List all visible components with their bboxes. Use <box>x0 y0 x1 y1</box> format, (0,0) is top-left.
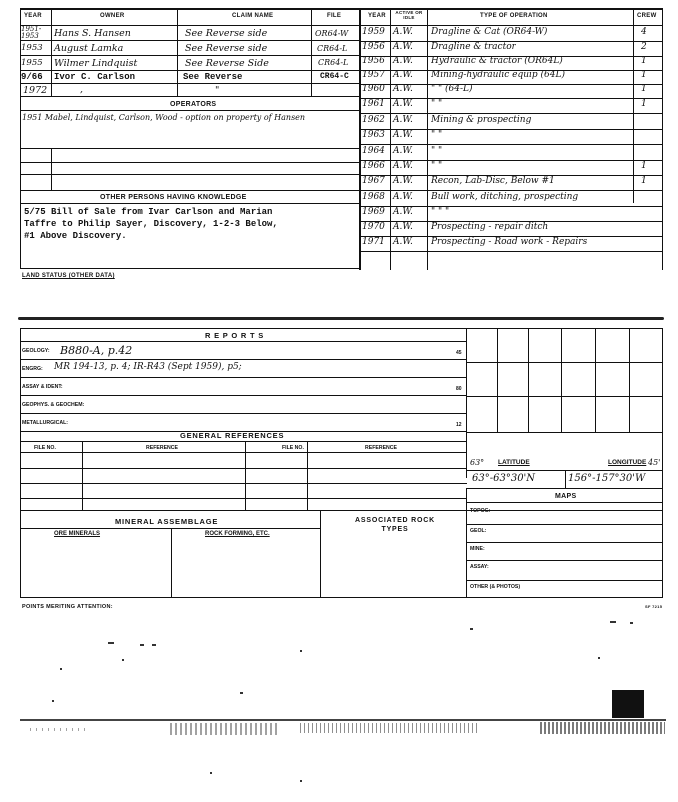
operation-status: A.W. <box>393 99 413 109</box>
operation-year: 1962 <box>362 115 385 125</box>
report-row <box>20 414 467 432</box>
operation-row <box>361 55 661 70</box>
rock-forming-label: ROCK FORMING, ETC. <box>205 531 270 537</box>
ref-header-file-no: FILE NO. <box>34 445 56 451</box>
owner-claim: " <box>215 85 220 96</box>
operation-status: A.W. <box>393 56 413 66</box>
header-claim-name: CLAIM NAME <box>232 13 274 19</box>
operation-type: " " <box>431 146 443 156</box>
operation-year: 1963 <box>362 130 385 140</box>
header-year: YEAR <box>24 13 42 19</box>
operation-type: " " (64-L) <box>431 84 473 94</box>
owner-claim: See Reverse side <box>185 43 268 54</box>
owner-year: 9/66 <box>21 72 43 82</box>
operation-year: 1957 <box>362 70 385 80</box>
knowledge-line: 5/75 Bill of Sale from Ivar Carlson and Marian <box>24 207 273 217</box>
operators-title: OPERATORS <box>170 101 217 108</box>
operation-status: A.W. <box>393 130 413 140</box>
points-meriting-label: POINTS MERITING ATTENTION: <box>22 604 113 610</box>
ref-header-reference: REFERENCE <box>146 445 178 451</box>
operators-line: 1951 Mabel, Lindquist, Carlson, Wood - option on property of Hansen <box>22 113 306 122</box>
operation-type: Prospecting - repair ditch <box>431 222 549 232</box>
owner-year: 1951-1953 <box>21 25 42 40</box>
operation-year: 1967 <box>362 176 385 186</box>
operation-row <box>361 206 661 221</box>
knowledge-line: #1 Above Discovery. <box>24 231 127 241</box>
maps-title: MAPS <box>555 493 577 500</box>
operation-type: Mining & prospecting <box>431 115 532 125</box>
ref-header-file-no-2: FILE NO. <box>282 445 304 451</box>
operation-row <box>361 175 661 190</box>
operation-type: Recon, Lab-Disc, Below #1 <box>431 176 555 186</box>
report-label: ASSAY & IDENT: <box>22 384 63 390</box>
report-value: B880-A, p.42 <box>60 344 133 357</box>
operation-row <box>361 26 661 41</box>
latitude-label: LATITUDE <box>498 459 530 466</box>
operation-status: A.W. <box>393 84 413 94</box>
report-label: ENGRG: <box>22 366 43 372</box>
right-degree: 45' <box>648 458 661 467</box>
operation-type: " " <box>431 161 443 171</box>
operation-type: Hydraulic & tractor (OR64L) <box>431 56 563 66</box>
operation-row <box>361 129 661 144</box>
operation-row <box>361 83 661 98</box>
report-number: 45 <box>456 350 462 356</box>
report-number: 12 <box>456 422 462 428</box>
form-number: SF 7215 <box>645 604 663 609</box>
operation-row <box>361 191 661 206</box>
land-status-label: LAND STATUS (OTHER DATA) <box>22 273 115 279</box>
operation-year: 1964 <box>362 146 385 156</box>
map-other: OTHER (& PHOTOS) <box>470 584 521 590</box>
owner-file: CR64-L <box>318 58 349 67</box>
report-label: GEOPHYS. & GEOCHEM: <box>22 402 85 408</box>
ref-header-reference-2: REFERENCE <box>365 445 397 451</box>
owner-claim: See Reverse side <box>185 28 268 39</box>
owner-year: 1955 <box>21 58 43 68</box>
operation-year: 1968 <box>362 192 385 202</box>
operation-year: 1971 <box>362 237 385 247</box>
header-type-of-operation: TYPE OF OPERATION <box>480 13 548 19</box>
owner-year: 1972 <box>23 85 48 96</box>
report-row <box>20 342 467 360</box>
report-row <box>20 396 467 414</box>
operation-year: 1956 <box>362 42 385 52</box>
report-value: MR 194-13, p. 4; IR-R43 (Sept 1959), p5; <box>54 362 242 372</box>
perforation-bar <box>18 317 664 320</box>
operation-crew: 1 <box>641 176 647 186</box>
latitude-value: 63°-63°30'N <box>472 473 536 484</box>
operation-status: A.W. <box>393 42 413 52</box>
operation-status: A.W. <box>393 207 413 217</box>
owner-name: Hans S. Hansen <box>54 28 131 39</box>
operation-status: A.W. <box>393 27 413 37</box>
operation-type: " " <box>431 130 443 140</box>
operation-type: Dragline & tractor <box>431 42 516 52</box>
owner-name: , <box>80 84 84 95</box>
black-box <box>612 690 644 718</box>
owner-name: Ivor C. Carlson <box>54 72 136 82</box>
owner-claim: See Reverse Side <box>185 58 269 69</box>
operation-status: A.W. <box>393 176 413 186</box>
operation-status: A.W. <box>393 222 413 232</box>
operation-crew: 2 <box>641 42 647 52</box>
header-crew: CREW <box>637 13 657 19</box>
owner-file: OR64-W <box>315 29 349 38</box>
operation-type: Dragline & Cat (OR64-W) <box>431 27 548 37</box>
owner-name: August Lamka <box>54 43 124 54</box>
operation-row <box>361 69 661 84</box>
operation-type: " " " <box>431 207 450 217</box>
operation-row <box>361 98 661 113</box>
operation-year: 1966 <box>362 161 385 171</box>
owner-year: 1953 <box>21 43 43 53</box>
report-label: GEOLOGY: <box>22 348 50 354</box>
report-row <box>20 378 467 396</box>
reports-form <box>20 328 663 598</box>
operation-crew: 1 <box>641 56 647 66</box>
owner-claim: See Reverse <box>183 72 243 82</box>
operation-status: A.W. <box>393 237 413 247</box>
operation-row <box>361 145 661 160</box>
map-mine: MINE: <box>470 546 485 552</box>
left-degree: 63° <box>470 458 485 467</box>
report-label: METALLURGICAL: <box>22 420 69 426</box>
owner-name: Wilmer Lindquist <box>54 58 138 69</box>
report-row <box>20 360 467 378</box>
operation-year: 1969 <box>362 207 385 217</box>
operation-type: " " <box>431 99 443 109</box>
report-number: 80 <box>456 386 462 392</box>
operation-status: A.W. <box>393 146 413 156</box>
operation-year: 1961 <box>362 99 385 109</box>
operation-row <box>361 114 661 129</box>
operation-year: 1956 <box>362 56 385 66</box>
ore-minerals-label: ORE MINERALS <box>54 531 101 537</box>
operation-status: A.W. <box>393 161 413 171</box>
map-geol: GEOL: <box>470 528 487 534</box>
knowledge-line: Taffre to Philip Sayer, Discovery, 1-2-3 Below, <box>24 219 278 229</box>
operation-crew: 1 <box>641 84 647 94</box>
owner-file: CR64-C <box>320 72 349 81</box>
operation-crew: 1 <box>641 70 647 80</box>
scan-band <box>20 719 666 721</box>
operation-type: Bull work, ditching, prospecting <box>431 192 579 202</box>
longitude-value: 156°-157°30'W <box>568 473 646 484</box>
map-topog: TOPOG: <box>470 508 491 514</box>
operation-status: A.W. <box>393 115 413 125</box>
map-assay: ASSAY: <box>470 564 489 570</box>
operation-year: 1959 <box>362 27 385 37</box>
header-active-idle: ACTIVE OR IDLE <box>395 10 423 20</box>
longitude-label: LONGITUDE <box>608 459 647 466</box>
operation-crew: 4 <box>641 27 647 37</box>
general-references-title: GENERAL REFERENCES <box>180 431 285 440</box>
operation-crew: 1 <box>641 161 647 171</box>
operation-status: A.W. <box>393 192 413 202</box>
operation-row <box>361 160 661 175</box>
owner-file: CR64-L <box>317 44 348 53</box>
reports-title: R E P O R T S <box>205 331 265 340</box>
associated-rock-types: ASSOCIATED ROCK TYPES <box>355 517 435 533</box>
operation-crew: 1 <box>641 99 647 109</box>
operation-row <box>361 221 661 236</box>
header-year-2: YEAR <box>368 13 386 19</box>
operation-year: 1960 <box>362 84 385 94</box>
header-file: FILE <box>327 13 342 19</box>
ownership-table <box>20 8 663 270</box>
operation-status: A.W. <box>393 70 413 80</box>
operation-type: Mining-hydraulic equip (64L) <box>431 70 565 80</box>
header-owner: OWNER <box>100 13 125 19</box>
mineral-assemblage-title: MINERAL ASSEMBLAGE <box>115 517 219 526</box>
operation-row <box>361 41 661 56</box>
operation-year: 1970 <box>362 222 385 232</box>
operation-type: Prospecting - Road work - Repairs <box>431 237 588 247</box>
knowledge-title: OTHER PERSONS HAVING KNOWLEDGE <box>100 194 247 201</box>
operation-row <box>361 236 661 251</box>
